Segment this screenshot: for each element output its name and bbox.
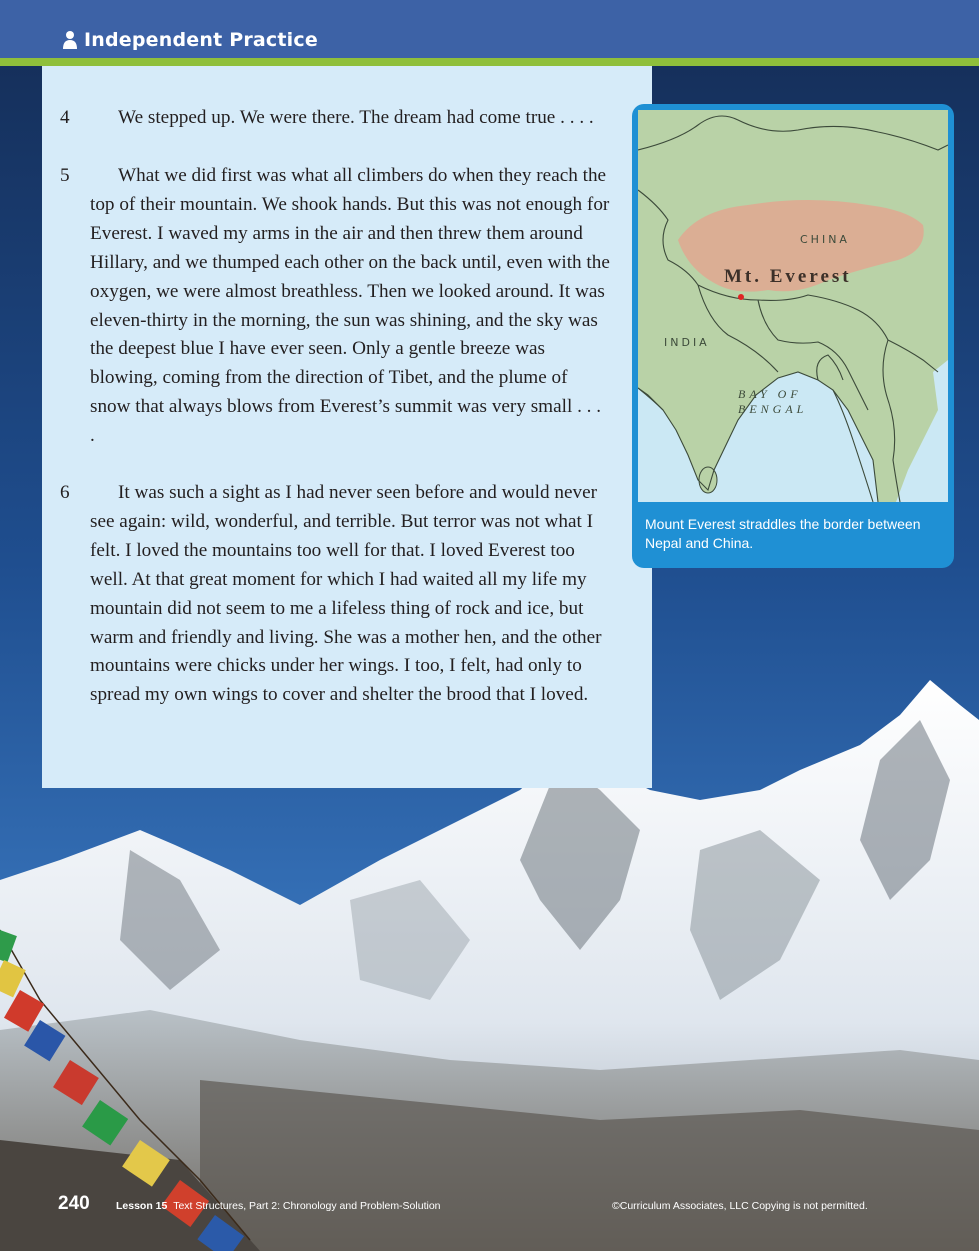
map-label-bengal: BENGAL [738, 402, 808, 416]
map-label-everest: Mt. Everest [724, 266, 852, 287]
copyright-notice: ©Curriculum Associates, LLC Copying is not permitted. [612, 1200, 868, 1212]
everest-map [638, 110, 948, 502]
paragraph-5: What we did first was what all climbers do when they reach the top of their mountain. We shook hands. But this was not enough for Everest. I waved my arms in the air and then threw them around Hillary, and we thumped each other on the back until, even with the oxygen, we were almost breathless. Then we looked around. It was eleven-thirty in the morning, the sun was shining, and the sky was the deepest blue I have ever seen. Only a gentle breeze was blowing, coming from the direction of Tibet, and the plume of snow that always blows from Everest’s summit was very small . . . . [90, 165, 610, 447]
paragraph-4: We stepped up. We were there. The dream had come true . . . . [118, 107, 594, 128]
section-title: Independent Practice [84, 29, 318, 51]
everest-marker [738, 294, 744, 300]
map-label-china: CHINA [800, 233, 850, 246]
lesson-title: Text Structures, Part 2: Chronology and Problem-Solution [173, 1200, 441, 1212]
map-caption: Mount Everest straddles the border between Nepal and China. [645, 516, 921, 551]
map-label-india: INDIA [664, 336, 710, 349]
person-icon [62, 30, 78, 50]
paragraph-number: 5 [60, 165, 70, 186]
map-label-bay: BAY OF [738, 387, 802, 401]
lesson-label: Lesson 15 [116, 1200, 168, 1212]
lesson-footer [116, 1200, 441, 1212]
page-number: 240 [58, 1193, 90, 1214]
paragraph-number: 4 [60, 107, 70, 128]
paragraph-number: 6 [60, 482, 70, 503]
paragraph-6: It was such a sight as I had never seen before and would never see again: wild, wonderful, and terrible. But terror was not what I felt. I loved the mountains too well for that. I loved Everest too well. At that great moment for which I had waited all my life my mountain did not seem to me a lifeless thing of rock and ice, but warm and friendly and living. She was a mother hen, and the other mountains were chicks under her wings. I too, I felt, had only to spread my own wings to cover and shelter the brood that I loved. [90, 482, 602, 706]
header-stripe [0, 58, 979, 66]
